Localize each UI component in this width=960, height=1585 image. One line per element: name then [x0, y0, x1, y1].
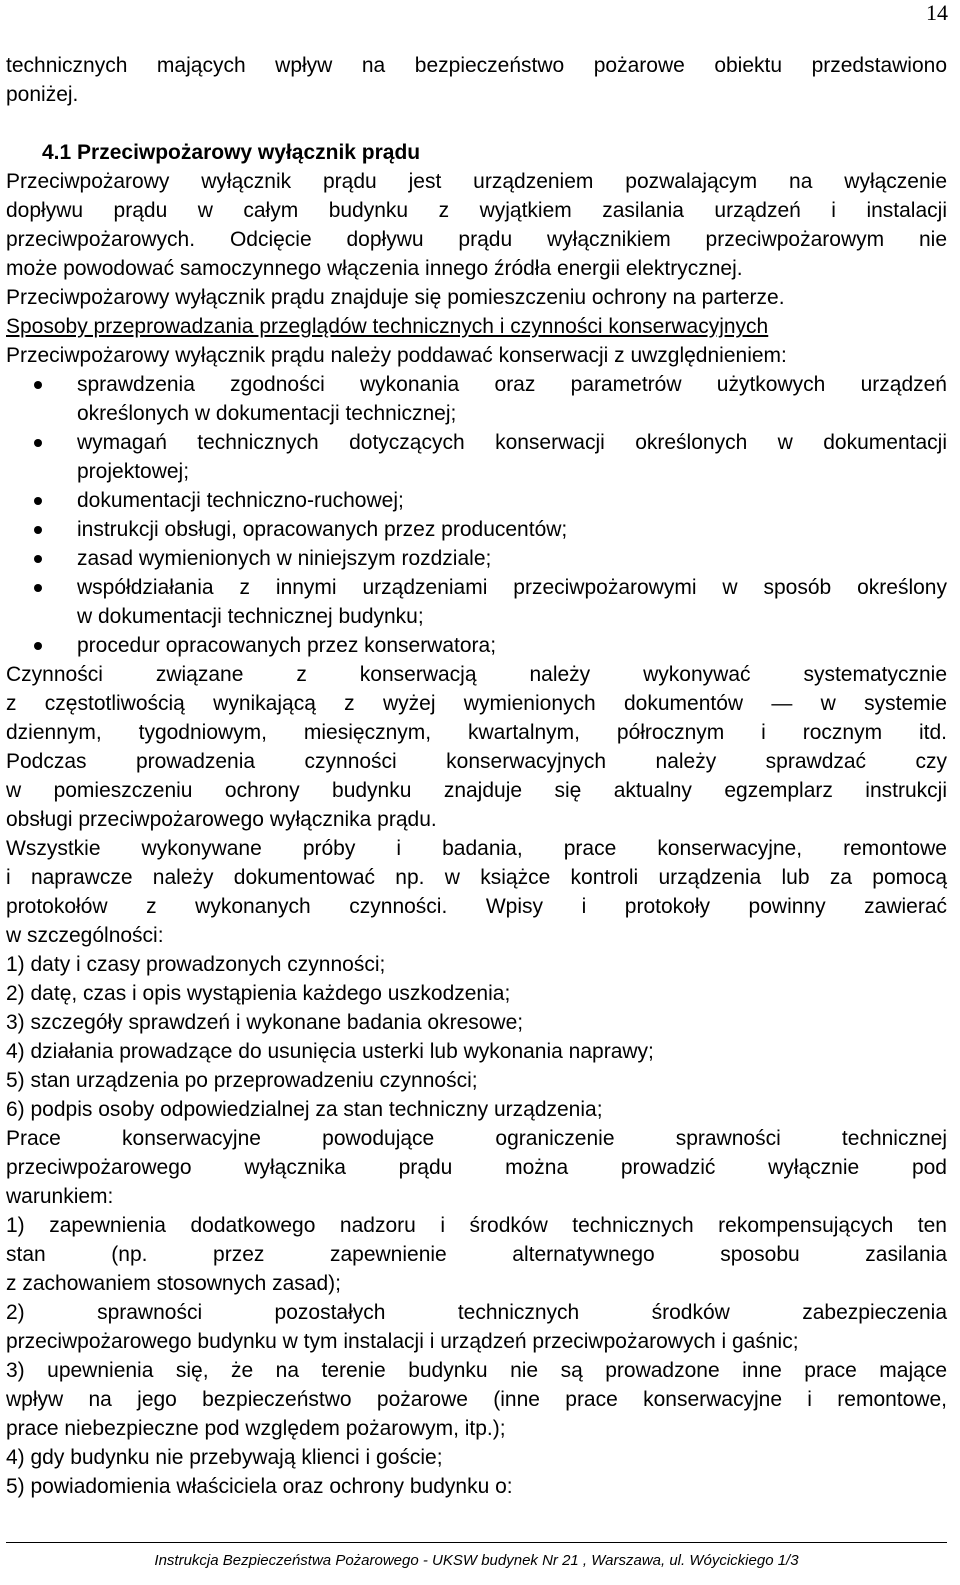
description-line: przeciwpożarowych. Odcięcie dopływu prądu wyłącznikiem przeciwpożarowym nie [6, 228, 947, 251]
bullet-item [6, 631, 947, 660]
conditions-list-line: z zachowaniem stosownych zasad); [6, 1272, 341, 1295]
description-line: Przeciwpożarowy wyłącznik prądu znajduje się pomieszczeniu ochrony na parterze. [6, 286, 785, 309]
systematic-line: z częstotliwością wynikającą z wyżej wymienionych dokumentów — w systemie [6, 692, 947, 715]
page-number: 14 [926, 0, 948, 25]
conditions-line: Prace konserwacyjne powodujące ograniczenie sprawności technicznej [6, 1127, 947, 1150]
conditions-list-line: przeciwpożarowego budynku w tym instalacji i urządzeń przeciwpożarowych i gaśnic; [6, 1330, 799, 1353]
records-line: i naprawcze należy dokumentować np. w książce kontroli urządzenia lub za pomocą [6, 866, 947, 889]
conditions-list-line: 4) gdy budynku nie przebywają klienci i goście; [6, 1446, 443, 1469]
bullet-item [6, 573, 947, 631]
records-list-item: 3) szczegóły sprawdzeń i wykonane badania okresowe; [6, 1011, 524, 1034]
bullet-line: zasad wymienionych w niniejszym rozdziale; [77, 547, 492, 570]
bullet-item [6, 544, 947, 573]
instructions-line: w pomieszczeniu ochrony budynku znajduje się aktualny egzemplarz instrukcji [6, 779, 947, 802]
maintenance-intro: Przeciwpożarowy wyłącznik prądu należy poddawać konserwacji z uwzględnieniem: [6, 344, 787, 367]
bullet-item [6, 515, 947, 544]
records-list-item: 4) działania prowadzące do usunięcia usterki lub wykonania naprawy; [6, 1040, 654, 1063]
conditions-line: warunkiem: [6, 1185, 114, 1208]
footer-divider [6, 1542, 947, 1543]
conditions-list-line: 3) upewnienia się, że na terenie budynku nie są prowadzone inne prace mające [6, 1359, 947, 1382]
conditions-list-line: wpływ na jego bezpieczeństwo pożarowe (inne prace konserwacyjne i remontowe, [6, 1388, 947, 1411]
subheading: Sposoby przeprowadzania przeglądów technicznych i czynności konserwacyjnych [6, 315, 769, 338]
bullet-line: procedur opracowanych przez konserwatora; [77, 634, 497, 657]
conditions-list-line: prace niebezpieczne pod względem pożarowym, itp.); [6, 1417, 506, 1440]
bullet-line: określonych w dokumentacji technicznej; [77, 402, 457, 425]
instructions-line: Podczas prowadzenia czynności konserwacyjnych należy sprawdzać czy [6, 750, 947, 773]
conditions-line: przeciwpożarowego wyłącznika prądu można prowadzić wyłącznie pod [6, 1156, 947, 1179]
conditions-list-line: 2) sprawności pozostałych technicznych środków zabezpieczenia [6, 1301, 947, 1324]
records-line: protokołów z wykonanych czynności. Wpisy i protokoły powinny zawierać [6, 895, 947, 918]
instructions-line: obsługi przeciwpożarowego wyłącznika prądu. [6, 808, 437, 831]
intro-line: technicznych mających wpływ na bezpieczeństwo pożarowe obiektu przedstawiono [6, 54, 947, 77]
bullet-line: dokumentacji techniczno-ruchowej; [77, 489, 404, 512]
records-line: Wszystkie wykonywane próby i badania, prace konserwacyjne, remontowe [6, 837, 947, 860]
page-footer: Instrukcja Bezpieczeństwa Pożarowego - UKSW budynek Nr 21 , Warszawa, ul. Wóycickiego 1/3 [154, 1552, 799, 1569]
document-body [6, 51, 947, 1501]
description-line: dopływu prądu w całym budynku z wyjątkiem zasilania urządzeń i instalacji [6, 199, 947, 222]
bullet-line: w dokumentacji technicznej budynku; [77, 605, 424, 628]
intro-line: poniżej. [6, 83, 79, 106]
records-list-item: 2) datę, czas i opis wystąpienia każdego uszkodzenia; [6, 982, 511, 1005]
description-line: może powodować samoczynnego włączenia innego źródła energii elektrycznej. [6, 257, 743, 280]
systematic-line: dziennym, tygodniowym, miesięcznym, kwartalnym, półrocznym i rocznym itd. [6, 721, 947, 744]
conditions-list-line: stan (np. przez zapewnienie alternatywnego sposobu zasilania [6, 1243, 947, 1266]
conditions-list-line: 1) zapewnienia dodatkowego nadzoru i środków technicznych rekompensujących ten [6, 1214, 947, 1237]
section-heading: 4.1 Przeciwpożarowy wyłącznik prądu [42, 141, 421, 164]
records-line: w szczególności: [6, 924, 164, 947]
bullet-line: współdziałania z innymi urządzeniami przeciwpożarowymi w sposób określony [77, 576, 947, 599]
systematic-line: Czynności związane z konserwacją należy wykonywać systematycznie [6, 663, 947, 686]
bullet-item [6, 486, 947, 515]
bullet-item [6, 370, 947, 428]
bullet-line: projektowej; [77, 460, 190, 483]
maintenance-bullet-list [6, 370, 947, 660]
records-list-item: 1) daty i czasy prowadzonych czynności; [6, 953, 386, 976]
bullet-line: instrukcji obsługi, opracowanych przez producentów; [77, 518, 568, 541]
bullet-line: wymagań technicznych dotyczących konserwacji określonych w dokumentacji [77, 431, 947, 454]
description-line: Przeciwpożarowy wyłącznik prądu jest urządzeniem pozwalającym na wyłączenie [6, 170, 947, 193]
conditions-list-line: 5) powiadomienia właściciela oraz ochrony budynku o: [6, 1475, 513, 1498]
records-list-item: 5) stan urządzenia po przeprowadzeniu czynności; [6, 1069, 478, 1092]
bullet-line: sprawdzenia zgodności wykonania oraz parametrów użytkowych urządzeń [77, 373, 947, 396]
records-list-item: 6) podpis osoby odpowiedzialnej za stan techniczny urządzenia; [6, 1098, 603, 1121]
bullet-item [6, 428, 947, 486]
